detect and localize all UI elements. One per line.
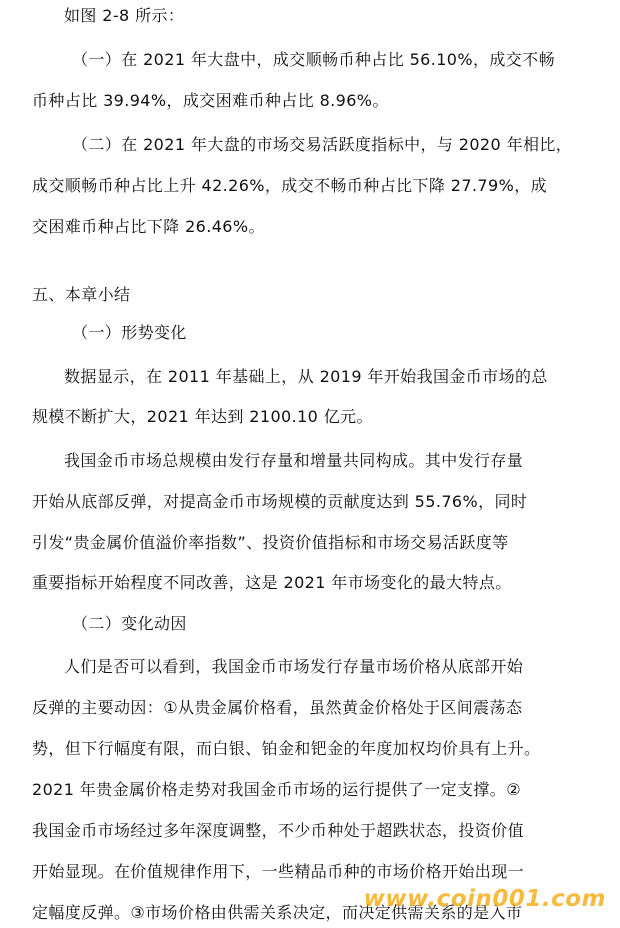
text-line-11: 我国金币市场总规模由发行存量和增量共同构成。其中发行存量: [64, 451, 524, 470]
section-heading: 五、本章小结: [32, 285, 131, 304]
text-line-21: 开始显现。在价值规律作用下，一些精品币种的市场价格开始出现一: [32, 862, 525, 881]
text-line-17: 反弹的主要动因：①从贵金属价格看，虽然黄金价格处于区间震荡态: [32, 698, 523, 717]
subsection-heading-2: （二）变化动因: [72, 614, 187, 633]
text-line-18: 势，但下行幅度有限，而白银、铂金和钯金的年度加权均价具有上升。: [32, 739, 541, 758]
text-line-10: 规模不断扩大，2021 年达到 2100.10 亿元。: [32, 407, 373, 426]
text-line-12: 开始从底部反弹，对提高金币市场规模的贡献度达到 55.76%，同时: [32, 492, 528, 511]
text-line-14: 重要指标开始程度不同改善，这是 2021 年市场变化的最大特点。: [32, 573, 512, 592]
text-line-9: 数据显示，在 2011 年基础上，从 2019 年开始我国金币市场的总: [64, 367, 548, 386]
text-line-6: 交困难币种占比下降 26.46%。: [32, 217, 265, 236]
text-line-16: 人们是否可以看到，我国金币市场发行存量市场价格从底部开始: [64, 657, 524, 676]
text-line-3: 币种占比 39.94%，成交困难币种占比 8.96%。: [32, 91, 389, 110]
text-line-20: 我国金币市场经过多年深度调整，不少币种处于超跌状态，投资价值: [32, 821, 525, 840]
text-line-5: 成交顺畅币种占比上升 42.26%，成交不畅币种占比下降 27.79%，成: [32, 176, 547, 195]
text-line-13: 引发“贵金属价值溢价率指数”、投资价值指标和市场交易活跃度等: [32, 533, 509, 552]
text-line-19: 2021 年贵金属价格走势对我国金币市场的运行提供了一定支撑。②: [32, 780, 521, 799]
text-line-4: （二）在 2021 年大盘的市场交易活跃度指标中，与 2020 年相比，: [72, 135, 573, 154]
text-line-22: 定幅度反弹。③市场价格由供需关系决定，而决定供需关系的是入市: [32, 903, 523, 922]
subsection-heading-1: （一）形势变化: [72, 323, 187, 342]
watermark-logo: www.coin001.com: [363, 886, 606, 912]
text-line-1: 如图 2-8 所示：: [64, 6, 185, 25]
text-line-2: （一）在 2021 年大盘中，成交顺畅币种占比 56.10%，成交不畅: [72, 50, 555, 69]
